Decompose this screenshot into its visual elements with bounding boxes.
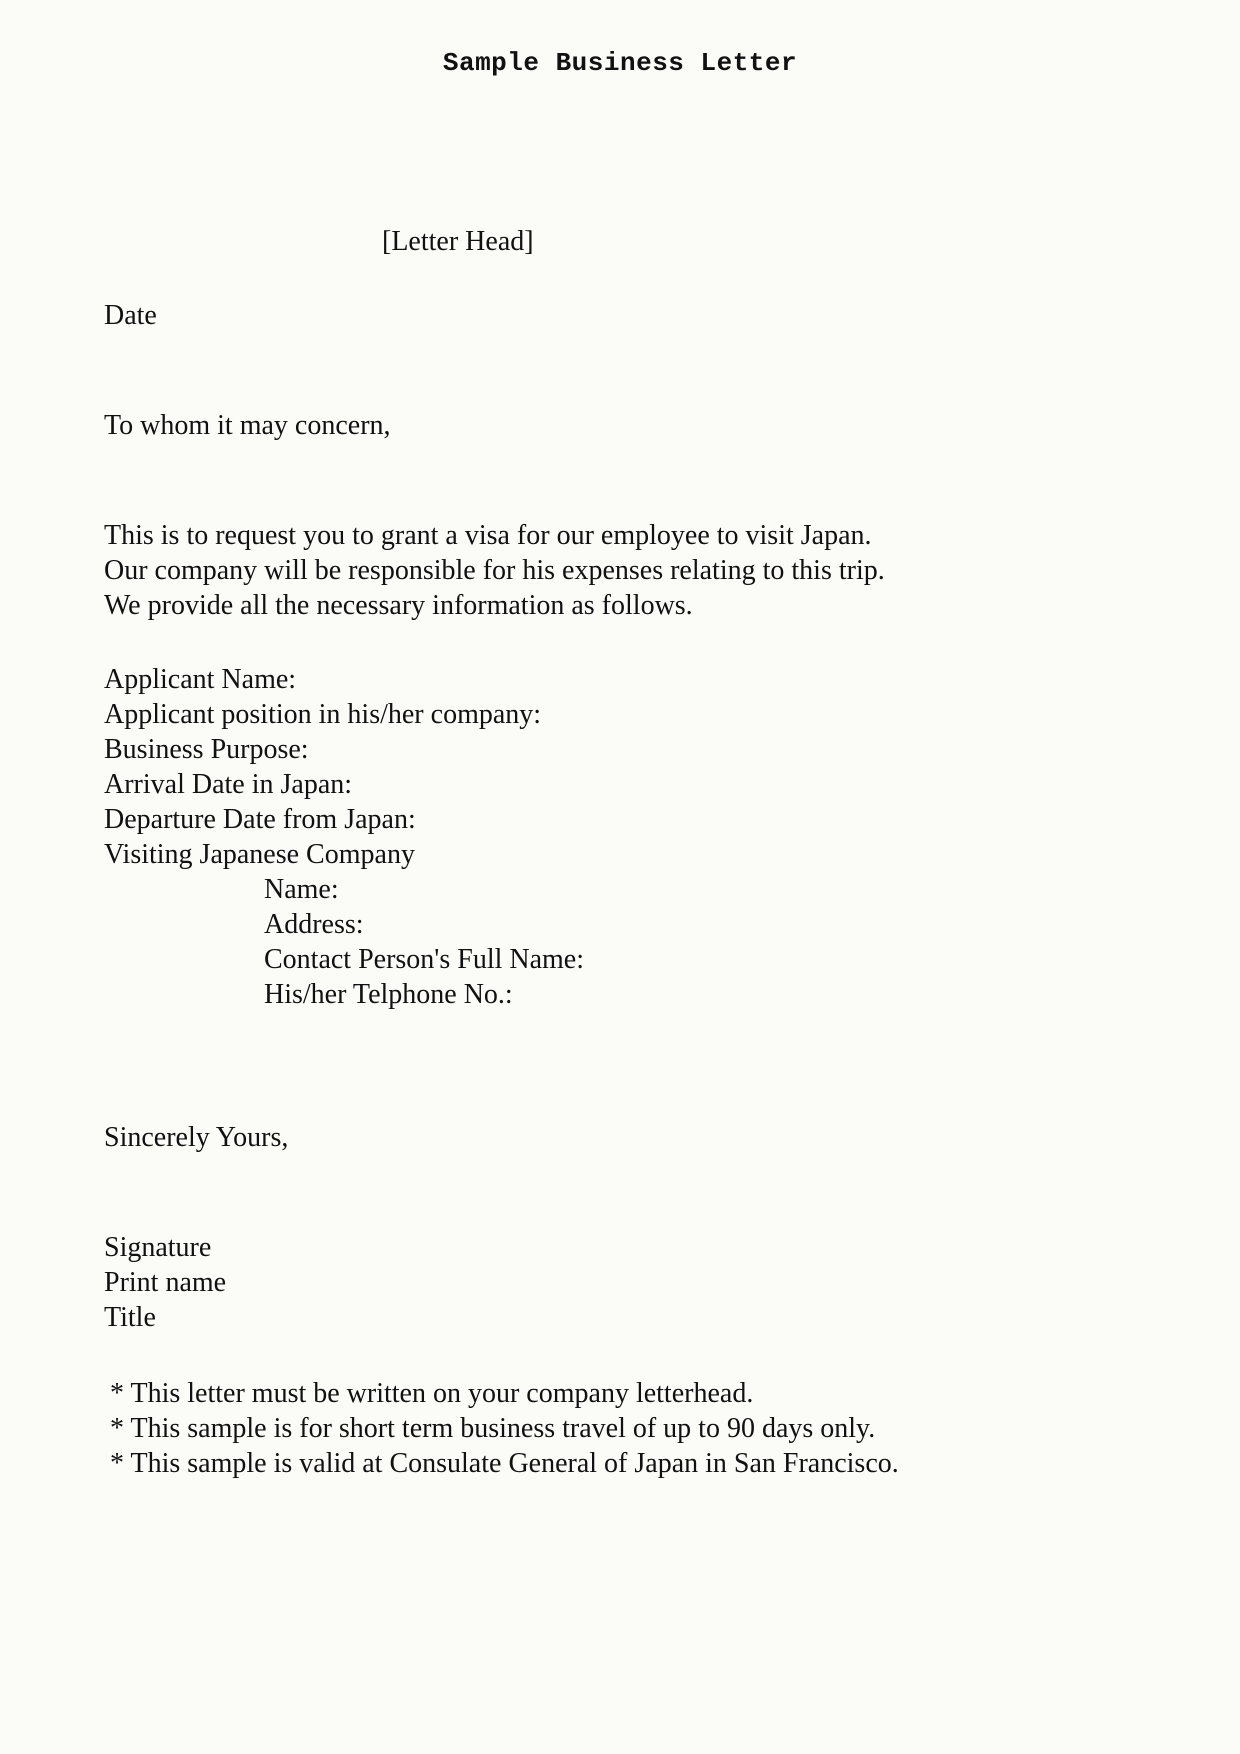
body-paragraph (104, 518, 885, 623)
field-company-address: Address: (264, 909, 364, 940)
field-contact-person: Contact Person's Full Name: (264, 944, 585, 975)
company-fields (264, 872, 584, 1012)
field-applicant-position: Applicant position in his/her company: (104, 699, 542, 730)
note-item: * This letter must be written on your company letterhead. (110, 1378, 754, 1409)
letterhead-placeholder: [Letter Head] (382, 226, 534, 257)
note-item: * This sample is valid at Consulate General of Japan in San Francisco. (110, 1448, 899, 1479)
body-line: Our company will be responsible for his expenses relating to this trip. (104, 555, 885, 586)
signature-line: Signature (104, 1232, 212, 1263)
closing: Sincerely Yours, (104, 1122, 289, 1153)
date-label: Date (104, 300, 157, 331)
note-item: * This sample is for short term business travel of up to 90 days only. (110, 1413, 876, 1444)
field-arrival-date: Arrival Date in Japan: (104, 769, 353, 800)
notes (110, 1376, 899, 1481)
field-departure-date: Departure Date from Japan: (104, 804, 416, 835)
document-title: Sample Business Letter (442, 48, 798, 78)
applicant-fields (104, 662, 541, 872)
field-contact-telephone: His/her Telphone No.: (264, 979, 513, 1010)
salutation: To whom it may concern, (104, 410, 391, 441)
print-name-line: Print name (104, 1267, 227, 1298)
field-business-purpose: Business Purpose: (104, 734, 309, 765)
field-applicant-name: Applicant Name: (104, 664, 297, 695)
field-visiting-company: Visiting Japanese Company (104, 839, 415, 870)
field-company-name: Name: (264, 874, 339, 905)
title-line: Title (104, 1302, 156, 1333)
body-line: This is to request you to grant a visa for our employee to visit Japan. (104, 520, 872, 551)
body-line: We provide all the necessary information as follows. (104, 590, 693, 621)
signature-block (104, 1230, 226, 1335)
